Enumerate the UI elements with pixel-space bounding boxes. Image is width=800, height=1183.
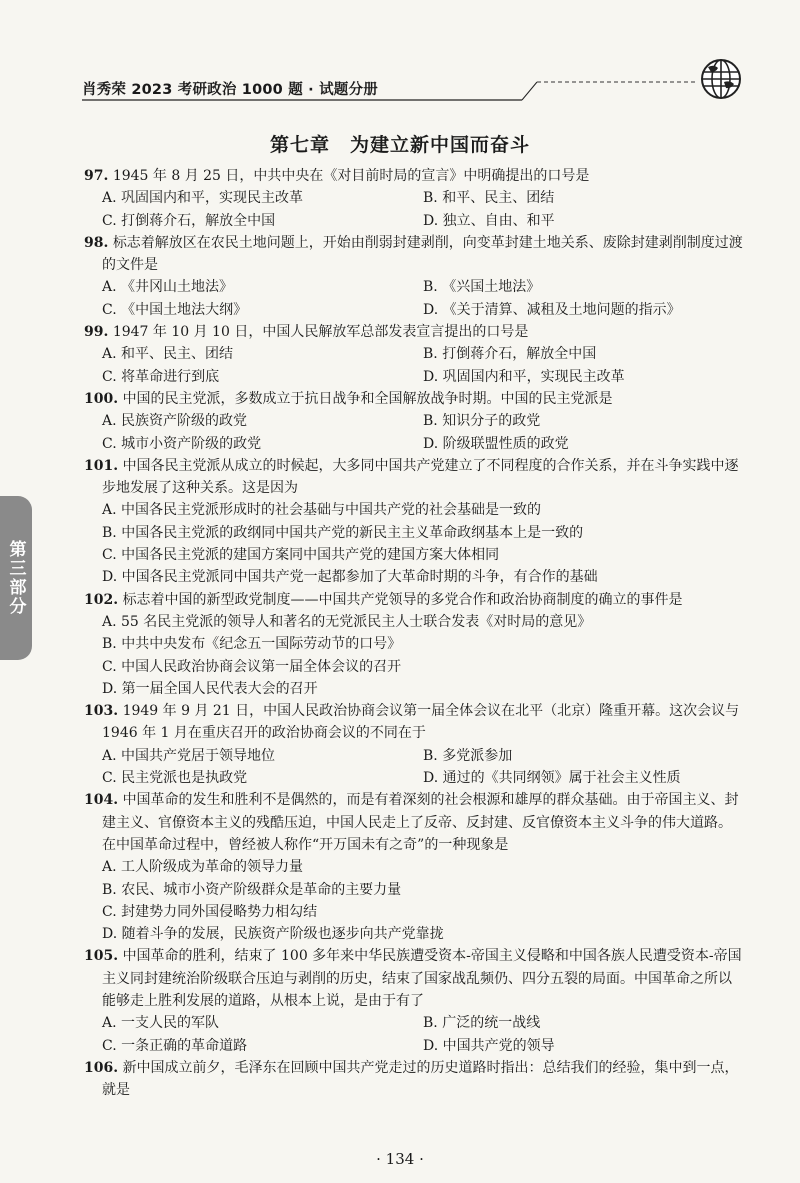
- question-number: 106.: [84, 1059, 119, 1076]
- question-number: 99.: [84, 324, 109, 341]
- answer-option: C. 民主党派也是执政党: [102, 770, 248, 787]
- globe-icon: [700, 58, 742, 100]
- question-item: [84, 321, 744, 388]
- question-item: [84, 388, 744, 455]
- question-text: 中国革命的胜利，结束了 100 多年来中华民族遭受资本-帝国主义侵略和中国各族人民遭受资本-帝国主义同封建统治阶级联合压迫与剥削的历史，结束了国家战乱频仍、四分五裂的局面。中国革命之所以能够走上胜利发展的道路，从根本上说，是由于有了: [102, 948, 742, 1009]
- question-text: 标志着中国的新型政党制度——中国共产党领导的多党合作和政治协商制度的确立的事件是: [122, 591, 683, 608]
- answer-option: D. 《关于清算、减租及土地问题的指示》: [423, 301, 681, 318]
- answer-options: [84, 187, 744, 232]
- question-text: 中国革命的发生和胜利不是偶然的，而是有着深刻的社会根源和雄厚的群众基础。由于帝国主义、封建主义、官僚资本主义的残酷压迫，中国人民走上了反帝、反封建、反官僚资本主义斗争的伟大道路。在中国革命过程中，曾经被人称作“开万国未有之奇”的一种现象是: [102, 792, 739, 853]
- question-text: 中国的民主党派，多数成立于抗日战争和全国解放战争时期。中国的民主党派是: [122, 390, 613, 407]
- running-header: [82, 76, 722, 104]
- answer-option: C. 《中国土地法大纲》: [102, 301, 248, 318]
- question-stem: [84, 321, 744, 343]
- answer-option: A. 一支人民的军队: [102, 1015, 220, 1032]
- question-number: 100.: [84, 390, 119, 407]
- question-text: 1947 年 10 月 10 日，中国人民解放军总部发表宣言提出的口号是: [112, 324, 529, 341]
- question-item: [84, 789, 744, 945]
- question-stem: [84, 232, 744, 277]
- question-text: 新中国成立前夕，毛泽东在回顾中国共产党走过的历史道路时指出：总结我们的经验，集中到一点，就是: [102, 1059, 739, 1099]
- answer-option: C. 打倒蒋介石，解放全中国: [102, 212, 276, 229]
- answer-option: A. 55 名民主党派的领导人和著名的无党派民主人士联合发表《对时局的意见》: [102, 613, 592, 630]
- question-item: [84, 455, 744, 589]
- answer-option: B. 《兴国土地法》: [423, 279, 541, 296]
- answer-option: B. 和平、民主、团结: [423, 190, 555, 207]
- section-side-tab: 第三部分: [0, 496, 32, 660]
- answer-option: D. 第一届全国人民代表大会的召开: [102, 680, 318, 697]
- question-item: [84, 589, 744, 700]
- question-number: 97.: [84, 168, 109, 184]
- answer-option: A. 巩固国内和平，实现民主改革: [102, 190, 304, 207]
- answer-option: B. 打倒蒋介石，解放全中国: [423, 346, 597, 363]
- question-number: 105.: [84, 948, 119, 965]
- answer-option: A. 中国共产党居于领导地位: [102, 747, 276, 764]
- question-item: [84, 232, 744, 321]
- answer-option: B. 知识分子的政党: [423, 413, 541, 430]
- question-text: 标志着解放区在农民土地问题上，开始由削弱封建剥削，向变革封建土地关系、废除封建剥削制度过渡的文件是: [102, 234, 743, 274]
- question-item: [84, 945, 744, 1056]
- question-stem: [84, 945, 744, 1012]
- question-number: 102.: [84, 591, 119, 608]
- answer-options: [84, 276, 744, 321]
- question-text: 中国各民主党派从成立的时候起，大多同中国共产党建立了不同程度的合作关系，并在斗争实践中逐步地发展了这种关系。这是因为: [102, 457, 739, 497]
- answer-option: C. 中国各民主党派的建国方案同中国共产党的建国方案大体相同: [102, 547, 500, 564]
- question-number: 104.: [84, 792, 119, 809]
- answer-options: [84, 856, 744, 945]
- answer-option: D. 中国各民主党派同中国共产党一起都参加了大革命时期的斗争，有合作的基础: [102, 569, 598, 586]
- header-title: 肖秀荣 2023 考研政治 1000 题 · 试题分册: [82, 82, 378, 98]
- answer-options: [84, 499, 744, 588]
- answer-option: C. 封建势力同外国侵略势力相勾结: [102, 903, 318, 920]
- answer-option: A. 工人阶级成为革命的领导力量: [102, 859, 304, 876]
- question-stem: [84, 700, 744, 745]
- answer-option: B. 广泛的统一战线: [423, 1015, 541, 1032]
- answer-option: B. 农民、城市小资产阶级群众是革命的主要力量: [102, 881, 402, 898]
- answer-options: [84, 745, 744, 790]
- question-item: [84, 1057, 744, 1102]
- page-number: · 134 ·: [376, 1150, 424, 1168]
- answer-option: A. 和平、民主、团结: [102, 346, 234, 363]
- question-stem: [84, 388, 744, 410]
- answer-option: D. 阶级联盟性质的政党: [423, 435, 569, 452]
- question-item: [84, 165, 744, 232]
- answer-option: C. 一条正确的革命道路: [102, 1037, 248, 1054]
- chapter-title: 第七章 为建立新中国而奋斗: [269, 134, 530, 156]
- answer-option: A. 《井冈山土地法》: [102, 279, 234, 296]
- answer-option: C. 将革命进行到底: [102, 368, 220, 385]
- answer-option: C. 中国人民政治协商会议第一届全体会议的召开: [102, 658, 402, 675]
- answer-option: D. 随着斗争的发展，民族资产阶级也逐步向共产党靠拢: [102, 926, 444, 943]
- answer-option: B. 中共中央发布《纪念五一国际劳动节的口号》: [102, 636, 402, 653]
- question-text: 1945 年 8 月 25 日，中共中央在《对目前时局的宣言》中明确提出的口号是: [112, 168, 590, 184]
- answer-option: B. 多党派参加: [423, 747, 513, 764]
- answer-options: [84, 1012, 744, 1057]
- answer-options: [84, 410, 744, 455]
- answer-option: A. 中国各民主党派形成时的社会基础与中国共产党的社会基础是一致的: [102, 502, 542, 519]
- answer-options: [84, 343, 744, 388]
- question-number: 101.: [84, 457, 119, 474]
- question-item: [84, 700, 744, 789]
- question-number: 103.: [84, 703, 119, 720]
- answer-option: D. 通过的《共同纲领》属于社会主义性质: [423, 770, 681, 787]
- answer-options: [84, 611, 744, 700]
- answer-option: D. 巩固国内和平，实现民主改革: [423, 368, 625, 385]
- question-stem: [84, 165, 744, 187]
- question-text: 1949 年 9 月 21 日，中国人民政治协商会议第一届全体会议在北平（北京）隆重开幕。这次会议与 1946 年 1 月在重庆召开的政治协商会议的不同在于: [102, 703, 740, 742]
- answer-option: B. 中国各民主党派的政纲同中国共产党的新民主主义革命政纲基本上是一致的: [102, 524, 584, 541]
- question-list: [84, 165, 744, 1101]
- question-stem: [84, 789, 744, 856]
- question-stem: [84, 1057, 744, 1102]
- question-stem: [84, 589, 744, 611]
- answer-option: A. 民族资产阶级的政党: [102, 413, 248, 430]
- answer-option: D. 独立、自由、和平: [423, 212, 555, 229]
- answer-option: D. 中国共产党的领导: [423, 1037, 555, 1054]
- question-stem: [84, 455, 744, 500]
- answer-option: C. 城市小资产阶级的政党: [102, 435, 262, 452]
- question-number: 98.: [84, 234, 109, 251]
